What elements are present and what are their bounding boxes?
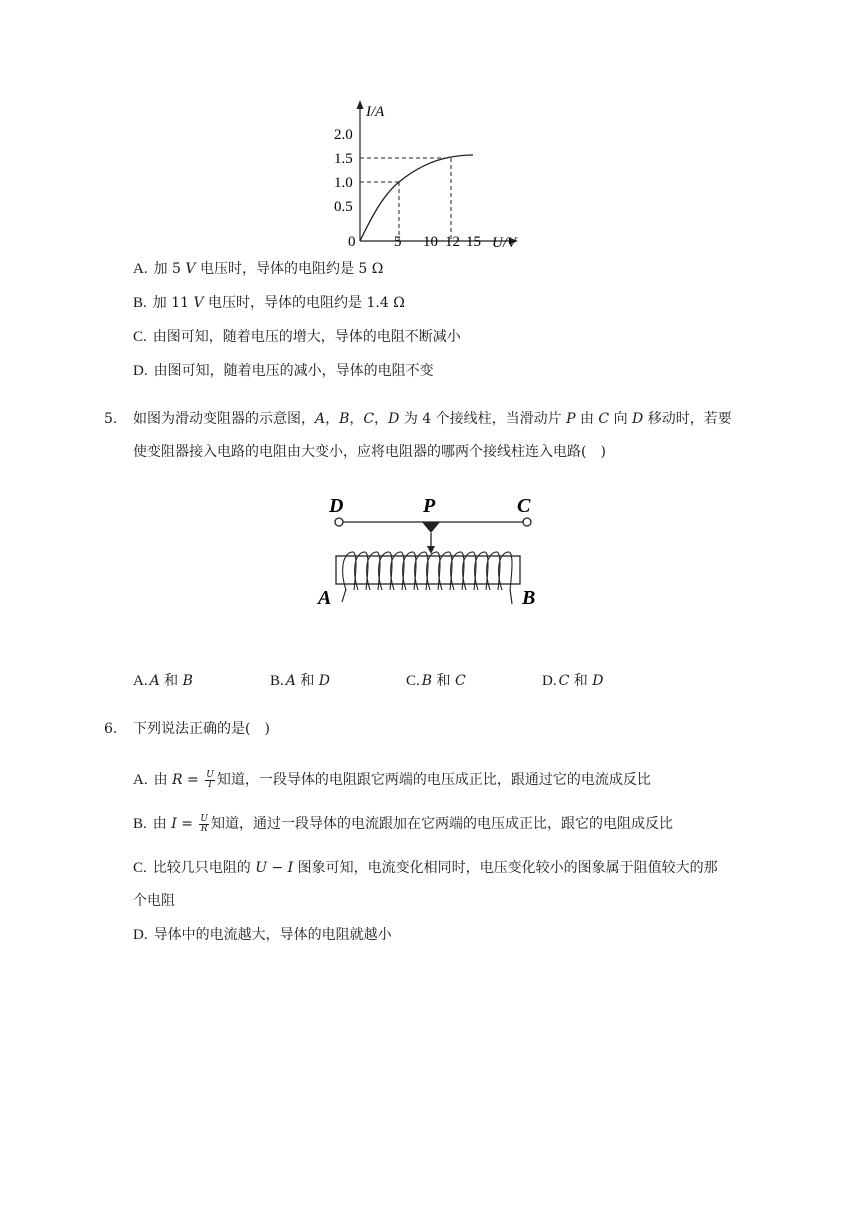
option-text: 由图可知，随着电压的减小，导体的电阻不变 <box>153 363 434 379</box>
q5-option-d <box>542 671 603 691</box>
rheostat-diagram <box>312 492 552 612</box>
option-text: 由图可知，随着电压的增大，导体的电阻不断减小 <box>152 329 461 345</box>
y-tick-1-0: 1.0 <box>334 175 353 191</box>
q5-option-a <box>133 671 193 691</box>
label-b: B <box>522 587 536 609</box>
option-label: B. <box>133 816 147 832</box>
option-label: C. <box>406 673 420 689</box>
stem-var: A <box>315 411 326 427</box>
option-var: D <box>592 673 604 689</box>
x-tick-10: 10 <box>423 234 438 250</box>
fraction-numerator: U <box>206 769 214 780</box>
option-text: 图象可知，电流变化相同时，电压变化较小的图象属于阻值较大的那 <box>293 860 718 876</box>
option-label: B. <box>133 295 147 311</box>
option-var: D <box>318 673 331 689</box>
formula-eq: = <box>182 772 204 788</box>
stem-var: P <box>566 411 576 427</box>
slider-p <box>422 522 440 533</box>
q5-number: 5. <box>104 411 118 427</box>
fraction-denominator: R <box>200 823 208 834</box>
q5-option-b <box>270 671 330 691</box>
option-text: 电压时，导体的电阻约是 1.4 Ω <box>203 295 405 311</box>
q4-option-a <box>133 259 383 279</box>
x-tick-5: 5 <box>394 234 402 250</box>
y-tick-1-5: 1.5 <box>334 151 353 167</box>
option-label: A. <box>133 772 148 788</box>
option-text: 知道，通过一段导体的电流跟加在它两端的电压成正比，跟它的电阻成反比 <box>210 816 673 832</box>
lead-b <box>510 589 512 604</box>
q6-option-c-line2: 个电阻 <box>133 893 175 909</box>
option-label: D. <box>542 673 557 689</box>
stem-text: 如图为滑动变阻器的示意图， <box>133 411 315 427</box>
option-var: C <box>454 673 466 689</box>
option-text: 和 <box>569 673 593 689</box>
stem-var: B <box>339 411 350 427</box>
stem-var: C <box>598 411 610 427</box>
option-var: A <box>285 673 296 689</box>
stem-var: D <box>388 411 400 427</box>
x-tick-12: 12 <box>445 234 460 250</box>
fraction-numerator: U <box>200 813 208 824</box>
option-text: 电压时，导体的电阻约是 5 Ω <box>195 261 384 277</box>
stem-text: ， <box>349 411 364 427</box>
q5-stem-line1 <box>133 409 732 429</box>
label-c: C <box>517 495 531 517</box>
option-text: 导体中的电流越大，导体的电阻就越小 <box>153 927 392 943</box>
option-var: B <box>421 673 433 689</box>
formula-eq: = <box>176 816 198 832</box>
q4-option-b <box>133 293 405 313</box>
q6-option-c <box>133 858 718 878</box>
option-var: V <box>185 261 196 277</box>
y-axis-label: I/A <box>366 104 385 120</box>
formula-var: I <box>171 816 177 832</box>
option-var: C <box>558 673 570 689</box>
option-label: A. <box>133 261 148 277</box>
q4-option-c <box>133 327 461 347</box>
formula-fraction <box>205 771 215 790</box>
stem-text: ， <box>325 411 340 427</box>
option-label: D. <box>133 927 148 943</box>
option-var: V <box>193 295 204 311</box>
formula-fraction <box>199 815 209 834</box>
formula-math: U − I <box>255 860 294 876</box>
option-text: 和 <box>159 673 183 689</box>
stem-text: 向 <box>609 411 633 427</box>
label-p: P <box>423 495 436 517</box>
stem-text: 由 <box>575 411 599 427</box>
stem-text: 为 4 个接线柱，当滑动片 <box>399 411 567 427</box>
q5-option-c <box>406 671 466 691</box>
q6-number: 6. <box>104 721 118 737</box>
option-text: 加 5 <box>153 261 186 277</box>
option-label: C. <box>133 860 147 876</box>
option-text: 由 <box>152 816 172 832</box>
option-text: 和 <box>295 673 319 689</box>
terminal-c <box>523 518 531 526</box>
q6-stem: 下列说法正确的是( ) <box>133 721 270 737</box>
q6-option-d <box>133 925 392 945</box>
x-axis-label: U/V <box>492 235 517 251</box>
q6-option-b <box>133 814 673 834</box>
x-tick-0: 0 <box>348 234 356 250</box>
option-label: A. <box>133 673 148 689</box>
option-text: 和 <box>432 673 455 689</box>
option-var: B <box>182 673 193 689</box>
q5-stem-line2: 使变阻器接入电路的电阻由大变小，应将电阻器的哪两个接线柱连入电路( ) <box>133 444 606 460</box>
option-label: D. <box>133 363 148 379</box>
x-tick-15: 15 <box>466 234 481 250</box>
option-label: B. <box>270 673 284 689</box>
q6-option-a <box>133 770 651 790</box>
lead-a <box>342 589 346 602</box>
y-axis-arrow <box>357 100 364 109</box>
terminal-d <box>335 518 343 526</box>
label-d: D <box>329 495 344 517</box>
option-text: 比较几只电阻的 <box>152 860 256 876</box>
option-text: 由 <box>153 772 173 788</box>
y-tick-2-0: 2.0 <box>334 127 353 143</box>
option-text: 知道，一段导体的电阻跟它两端的电压成正比，跟通过它的电流成反比 <box>216 772 651 788</box>
option-label: C. <box>133 329 147 345</box>
formula-var: R <box>172 772 183 788</box>
stem-text: ， <box>374 411 389 427</box>
iu-graph <box>320 96 540 256</box>
y-tick-0-5: 0.5 <box>334 199 353 215</box>
iu-curve <box>360 155 473 241</box>
option-text: 加 11 <box>152 295 194 311</box>
label-a: A <box>318 587 332 609</box>
q4-option-d <box>133 361 434 381</box>
fraction-denominator: I <box>208 779 212 790</box>
stem-var: C <box>363 411 375 427</box>
stem-text: 移动时，若要 <box>643 411 732 427</box>
option-var: A <box>149 673 160 689</box>
stem-var: D <box>632 411 644 427</box>
